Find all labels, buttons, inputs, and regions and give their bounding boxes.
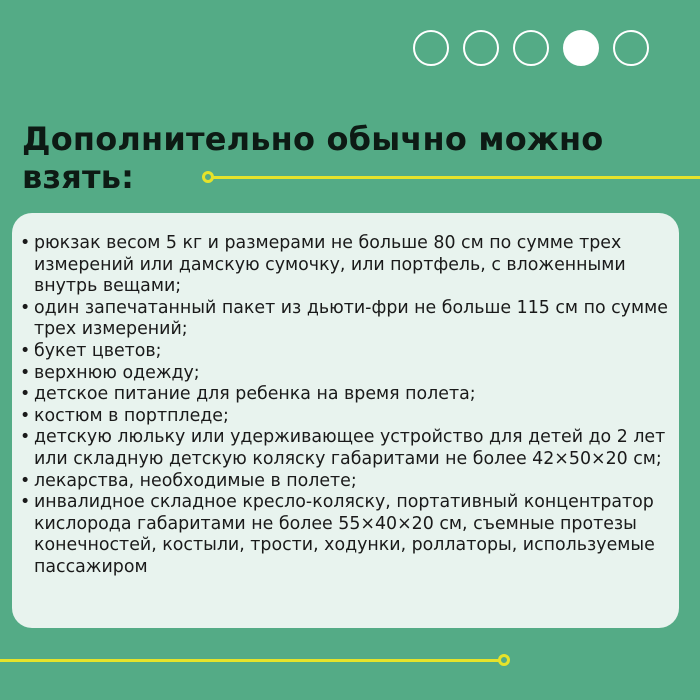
bullet-icon: • [20,340,31,361]
list-item [20,427,669,470]
accent-line-bottom [0,659,502,662]
list-item [20,233,669,298]
list-item [20,471,669,493]
list-item-text: букет цветов; [34,340,162,361]
accent-ring-top [202,171,214,183]
list-item [20,298,669,341]
bullet-icon: • [20,492,31,513]
list-item [20,341,669,363]
pager-dot-4-active[interactable] [563,30,599,66]
list-item [20,384,669,406]
bullet-icon: • [20,362,31,383]
pager-dot-3[interactable] [513,30,549,66]
content-card [12,213,679,628]
list-item [20,406,669,428]
bullet-icon: • [20,233,31,253]
bullet-icon: • [20,384,31,405]
list-item-text: верхнюю одежду; [34,362,200,383]
pager-dot-5[interactable] [613,30,649,66]
list-item-text: один запечатанный пакет из дьюти-фри не больше 115 см по сумме трех измерений; [34,297,668,340]
bullet-icon: • [20,470,31,491]
list-item [20,363,669,385]
list-item-text: рюкзак весом 5 кг и размерами не больше 80 см по сумме трех измерений или дамскую сумочку, или портфель, с вложенными внутрь вещами; [34,233,626,297]
bullet-icon: • [20,297,31,318]
accent-line-top [211,176,700,179]
list-item-text: костюм в портпледе; [34,405,229,426]
accent-ring-bottom [498,654,510,666]
list-item-text: детское питание для ребенка на время полета; [34,384,476,405]
list-item [20,492,669,578]
allowed-items-list [20,233,669,579]
list-item-text: лекарства, необходимые в полете; [34,470,357,491]
list-item-text: детскую люльку или удерживающее устройство для детей до 2 лет или складную детскую коляску габаритами не более 42×50×20 см; [34,427,666,469]
pager-dot-1[interactable] [413,30,449,66]
bullet-icon: • [20,427,31,448]
list-item-text: инвалидное складное кресло-коляску, портативный концентратор кислорода габаритами не более 55×40×20 см, съемные протезы конечностей, костыли, трости, ходунки, роллаторы, используемые пассажиром [34,492,655,577]
bullet-icon: • [20,405,31,426]
pager-dot-2[interactable] [463,30,499,66]
slide-title: Дополнительно обычно можно взять: [22,120,604,196]
slide-pager [413,30,649,66]
